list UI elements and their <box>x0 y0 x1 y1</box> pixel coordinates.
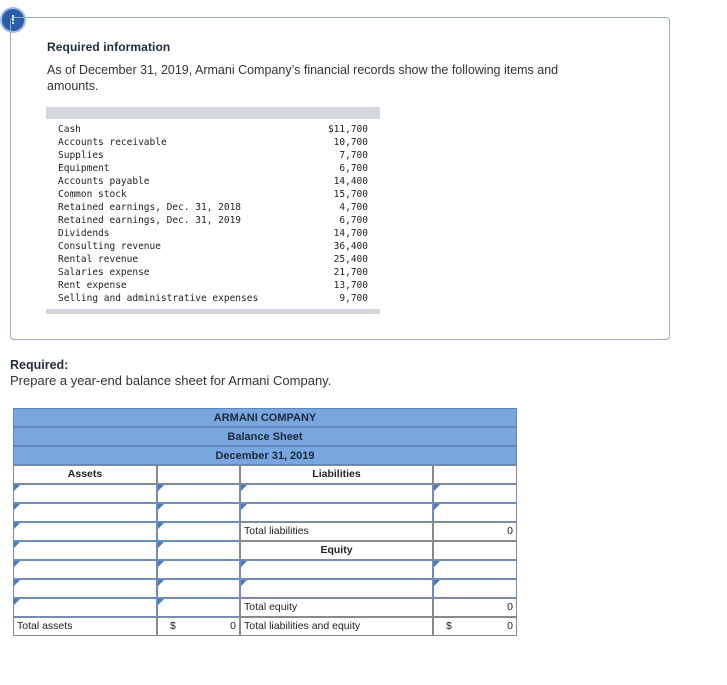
equity-amount-input[interactable] <box>433 560 517 579</box>
asset-name-input[interactable] <box>13 598 157 617</box>
info-text: As of December 31, 2019, Armani Company’s financial records show the following items and amounts. <box>47 63 559 93</box>
item-row <box>58 162 368 175</box>
item-value: 6,700 <box>339 163 368 174</box>
total-liabilities-label: Total liabilities <box>240 522 433 541</box>
item-value: 6,700 <box>339 215 368 226</box>
asset-amount-input[interactable] <box>157 503 240 522</box>
equity-name-input[interactable] <box>240 579 433 598</box>
asset-amount-input[interactable] <box>157 579 240 598</box>
total-liabilities-value: 0 <box>433 522 517 541</box>
item-row <box>58 279 368 292</box>
company-name: ARMANI COMPANY <box>13 408 517 427</box>
item-value: 14,700 <box>333 228 368 239</box>
total-equity-value: 0 <box>433 598 517 617</box>
item-label: Rental revenue <box>58 254 139 265</box>
item-label: Supplies <box>58 150 104 161</box>
item-label: Accounts receivable <box>58 137 167 148</box>
item-row <box>58 136 368 149</box>
assets-header: Assets <box>13 465 157 484</box>
asset-name-input[interactable] <box>13 560 157 579</box>
required-text: Prepare a year-end balance sheet for Armani Company. <box>10 373 332 388</box>
item-row <box>58 266 368 279</box>
alert-icon: ! <box>2 9 24 31</box>
item-value: 13,700 <box>333 280 368 291</box>
item-label: Retained earnings, Dec. 31, 2018 <box>58 202 242 213</box>
asset-amount-input[interactable] <box>157 598 240 617</box>
item-value: 25,400 <box>333 254 368 265</box>
item-label: Equipment <box>58 163 110 174</box>
liabilities-header: Liabilities <box>240 465 433 484</box>
assets-header-amount <box>157 465 240 484</box>
item-value: 36,400 <box>333 241 368 252</box>
asset-name-input[interactable] <box>13 503 157 522</box>
asset-name-input[interactable] <box>13 484 157 503</box>
liability-amount-input[interactable] <box>433 503 517 522</box>
asset-amount-input[interactable] <box>157 522 240 541</box>
item-row <box>58 253 368 266</box>
asset-name-input[interactable] <box>13 579 157 598</box>
item-label: Retained earnings, Dec. 31, 2019 <box>58 215 242 226</box>
item-row <box>58 240 368 253</box>
item-row <box>58 149 368 162</box>
total-liabilities-equity-value: 0 <box>507 620 513 632</box>
required-label: Required: <box>10 358 69 372</box>
sheet-title: Balance Sheet <box>13 427 517 446</box>
liability-amount-input[interactable] <box>433 484 517 503</box>
item-label: Rent expense <box>58 280 127 291</box>
item-row <box>58 188 368 201</box>
total-equity-label: Total equity <box>240 598 433 617</box>
item-value: 21,700 <box>333 267 368 278</box>
liability-name-input[interactable] <box>240 503 433 522</box>
item-row <box>58 175 368 188</box>
item-row <box>58 123 368 136</box>
asset-amount-input[interactable] <box>157 541 240 560</box>
liability-name-input[interactable] <box>240 484 433 503</box>
items-table <box>46 107 380 314</box>
item-value: $11,700 <box>327 124 368 135</box>
item-value: 10,700 <box>333 137 368 148</box>
total-assets-value: 0 <box>230 620 236 632</box>
item-value: 15,700 <box>333 189 368 200</box>
total-liabilities-equity-label: Total liabilities and equity <box>240 617 433 636</box>
total-liabilities-equity-cell <box>433 617 517 636</box>
item-label: Consulting revenue <box>58 241 161 252</box>
equity-name-input[interactable] <box>240 560 433 579</box>
item-label: Accounts payable <box>58 176 150 187</box>
item-row <box>58 227 368 240</box>
equity-header: Equity <box>240 541 433 560</box>
asset-amount-input[interactable] <box>157 484 240 503</box>
total-assets-cell <box>157 617 240 636</box>
total-assets-currency: $ <box>170 620 176 632</box>
asset-name-input[interactable] <box>13 541 157 560</box>
equity-amount-input[interactable] <box>433 579 517 598</box>
asset-name-input[interactable] <box>13 522 157 541</box>
item-label: Dividends <box>58 228 110 239</box>
liabilities-header-amount <box>433 465 517 484</box>
item-row <box>58 292 368 305</box>
item-value: 14,400 <box>333 176 368 187</box>
item-label: Cash <box>58 124 81 135</box>
item-value: 4,700 <box>339 202 368 213</box>
asset-amount-input[interactable] <box>157 560 240 579</box>
item-label: Common stock <box>58 189 127 200</box>
equity-header-amount <box>433 541 517 560</box>
item-value: 7,700 <box>339 150 368 161</box>
required-information-panel <box>10 17 670 340</box>
info-heading: Required information <box>47 40 171 54</box>
balance-sheet <box>13 408 517 638</box>
item-value: 9,700 <box>339 293 368 304</box>
item-row <box>58 201 368 214</box>
total-assets-label: Total assets <box>13 617 157 636</box>
item-row <box>58 214 368 227</box>
total-liabilities-equity-currency: $ <box>446 620 452 632</box>
item-label: Selling and administrative expenses <box>58 293 259 304</box>
item-label: Salaries expense <box>58 267 150 278</box>
sheet-date: December 31, 2019 <box>13 446 517 465</box>
